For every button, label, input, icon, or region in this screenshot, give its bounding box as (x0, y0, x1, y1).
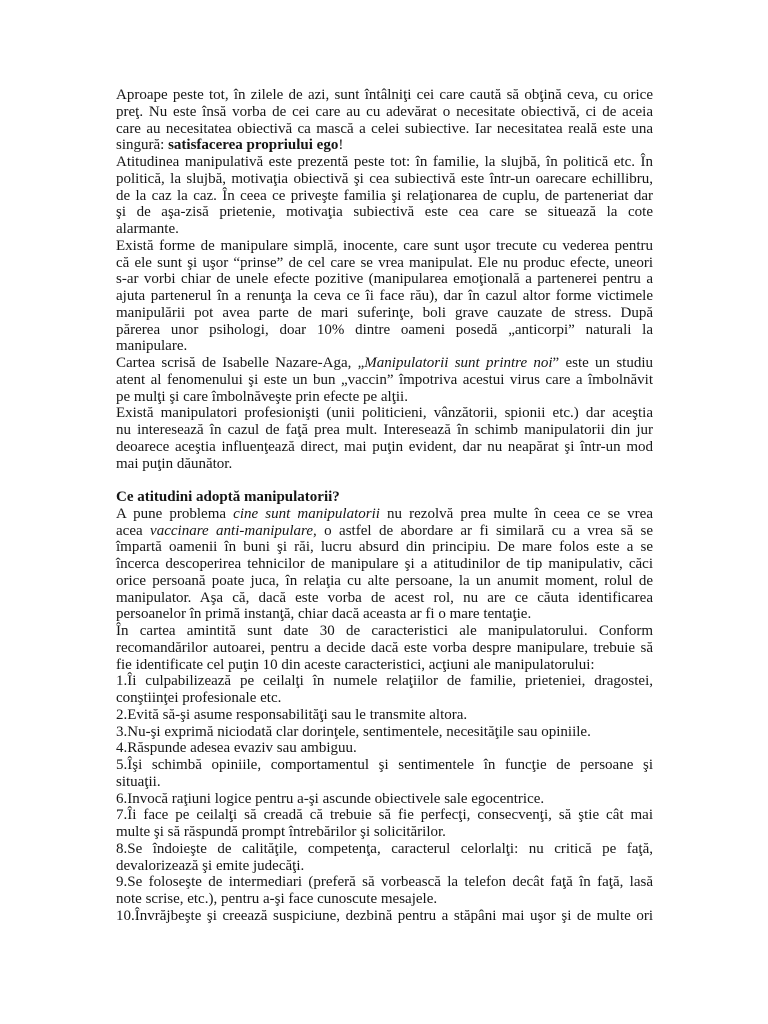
text-run: , o astfel de abordare ar fi similară cu a vrea să se (312, 522, 654, 539)
italic-text-run: cine sunt manipulatorii (233, 505, 380, 522)
text-line: nu interesează în cazul de faţă prea mult. Interesează în schimb manipulatorii din jur (116, 422, 653, 438)
list-item (116, 874, 653, 908)
text-line: 5.Îşi schimbă opiniile, comportamentul şi sentimentele în funcţie de persoane şi (116, 757, 653, 773)
text-line: 3.Nu-şi exprimă niciodată clar dorinţele, sentimentele, necesităţile sau opiniile. (116, 723, 591, 740)
list-item (116, 673, 653, 707)
text-run: ” este un studiu (552, 355, 653, 371)
paragraph (116, 623, 653, 673)
text-line: manipulator. Aşa că, dacă este vorba de acest rol, nu are ce căuta identificarea (116, 589, 653, 606)
text-line: alarmante. (116, 221, 179, 237)
text-line: În cartea amintită sunt date 30 de caracteristici ale manipulatorului. Conform (116, 623, 653, 639)
text-line: Atitudinea manipulativă este prezentă peste tot: în familie, la slujbă, în politică etc. În (116, 154, 653, 170)
text-line: 9.Se foloseşte de intermediari (preferă să vorbească la telefon decât faţă în faţă, lasă (116, 874, 653, 891)
text-line: situaţii. (116, 773, 161, 790)
text-line: care au necesitatea obiectivă ca mască a celei subiective. Iar necesitatea reală este una (116, 120, 653, 137)
section-heading: Ce atitudini adoptă manipulatorii? (116, 489, 340, 505)
text-line: orice persoană poate juca, în relaţia cu alte persoane, la un anumit moment, rolul de (116, 572, 653, 589)
paragraph (116, 355, 653, 405)
list-item (116, 791, 653, 808)
list-item (116, 807, 653, 841)
text-run: singură: (116, 137, 169, 154)
text-line: părerea unor psihologi, doar 10% dintre oameni posedă „anticorpi” naturali la (116, 321, 653, 338)
text-line: că ele sunt şi uşor “prinse” de cel care se vrea manipulat. Ele nu produc efecte, uneori (116, 254, 653, 271)
document-body (116, 87, 653, 925)
text-line: 2.Evită să-şi asume responsabilităţi sau le transmite altora. (116, 706, 468, 723)
text-line: şi de aşa-zisă prietenie, motivaţia subiectivă este cea care se situează la cote (116, 204, 653, 221)
text-line: devalorizează şi emite judecăţi. (116, 857, 305, 874)
text-line: de la caz la caz. În ceea ce priveşte familia şi relaţionarea de cuplu, de parteneriat dar (116, 187, 653, 204)
text-run: A pune problema (116, 505, 234, 522)
text-line: 10.Învrăjbeşte şi creează suspiciune, dezbină pentru a stăpâni mai uşor şi de multe ori (116, 907, 653, 924)
text-line: 8.Se îndoieşte de calităţile, competenţa, caracterul celorlalţi: nu critică pe faţă, (116, 840, 653, 857)
text-line: multe şi să răspundă prompt întrebărilor şi solicitărilor. (116, 824, 446, 840)
text-line: Există manipulatori profesionişti (unii politicieni, vânzătorii, spionii etc.) dar aceştia (116, 405, 653, 422)
paragraph (116, 506, 653, 623)
bold-text-run: satisfacerea propriului ego (168, 137, 339, 154)
text-line: conştiinţei profesionale etc. (116, 690, 282, 706)
text-line: 7.Îi face pe ceilalţi să creadă că trebuie să fie perfecţi, consecvenţi, să ştie cât mai (116, 807, 653, 824)
text-line: persoanelor în primă instanţă, chiar dacă aceasta ar fi o mare tentaţie. (116, 606, 532, 623)
list-item (116, 757, 653, 791)
text-line: recomandărilor autoarei, pentru a decide dacă este vorba despre manipulare, trebuie să (116, 639, 653, 656)
text-run: Cartea scrisă de Isabelle Nazare-Aga, „ (116, 355, 365, 371)
text-line (116, 523, 653, 540)
text-line: încerca descoperirea tehnicilor de manipulare şi a atitudinilor de tip manipulativ, căci (116, 556, 653, 572)
text-run: acea (116, 522, 151, 539)
list-item (116, 908, 653, 925)
text-line: manipulare. (116, 338, 188, 355)
text-line: mai puţin dăunător. (116, 455, 233, 472)
text-line: împartă oamenii în buni şi răi, lucru absurd din principiu. De mare folos este a se (116, 539, 653, 556)
text-line: deoarece aceştia influenţează direct, mai puţin evident, dar nu neapărat şi într-un mod (116, 438, 653, 455)
text-line (116, 355, 653, 372)
text-line: 6.Invocă raţiuni logice pentru a-şi ascunde obiectivele sale egocentrice. (116, 790, 545, 807)
paragraph (116, 87, 653, 154)
text-line (116, 137, 653, 154)
text-line: pe mulţi şi care îmbolnăveşte prin efecte pe alţii. (116, 388, 408, 405)
text-line: ajuta partenerul în a renunţa la ceva ce îi face rău), dar în cazul altor forme victimele (116, 288, 653, 304)
paragraph (116, 154, 653, 238)
text-line: Există forme de manipulare simplă, inocente, care sunt uşor trecute cu vederea pentru (116, 237, 653, 254)
text-line: 1.Îi culpabilizează pe ceilalţi în numele relaţiilor de familie, prieteniei, dragostei, (116, 673, 653, 690)
text-run: nu rezolvă prea multe în ceea ce se vrea (379, 505, 653, 522)
paragraph (116, 405, 653, 472)
text-line (116, 506, 653, 523)
text-line: preţ. Nu este însă vorba de cei care au cu adevărat o necesitate obiectivă, ci de aceia (116, 103, 653, 120)
italic-text-run: Manipulatorii sunt printre noi (364, 355, 553, 371)
text-line: fie identificate cel puţin 10 din aceste caracteristici, acţiuni ale manipulatorului: (116, 656, 595, 673)
intro-section (116, 87, 653, 472)
list-item (116, 841, 653, 875)
text-line: politică, la slujbă, motivaţia obiectivă şi cea subiectivă este într-un oarecare echillibru, (116, 170, 653, 187)
text-line: 4.Răspunde adesea evaziv sau ambiguu. (116, 740, 357, 757)
text-line: s-ar vorbi chiar de unele efecte pozitive (manipularea emoţională a partenerei pentru a (116, 271, 653, 288)
italic-text-run: vaccinare anti-manipulare (150, 522, 313, 539)
paragraph (116, 238, 653, 355)
text-line: note scrise, etc.), pentru a-şi face cunoscute mesajele. (116, 891, 438, 907)
list-item (116, 740, 653, 757)
list-item (116, 707, 653, 724)
text-line: manipulării pot avea parte de mari suferinţe, boli grave cauzate de stress. După (116, 304, 653, 321)
text-line: atent al fenomenului şi este un bun „vaccin” împotriva acestui virus care a îmbolnăvit (116, 371, 653, 388)
list-item (116, 724, 653, 741)
section-body (116, 506, 653, 674)
text-line: Aproape peste tot, în zilele de azi, sunt întâlniţi cei care caută să obţină ceva, cu orice (116, 87, 653, 103)
text-run: ! (338, 137, 344, 154)
characteristics-list (116, 673, 653, 924)
